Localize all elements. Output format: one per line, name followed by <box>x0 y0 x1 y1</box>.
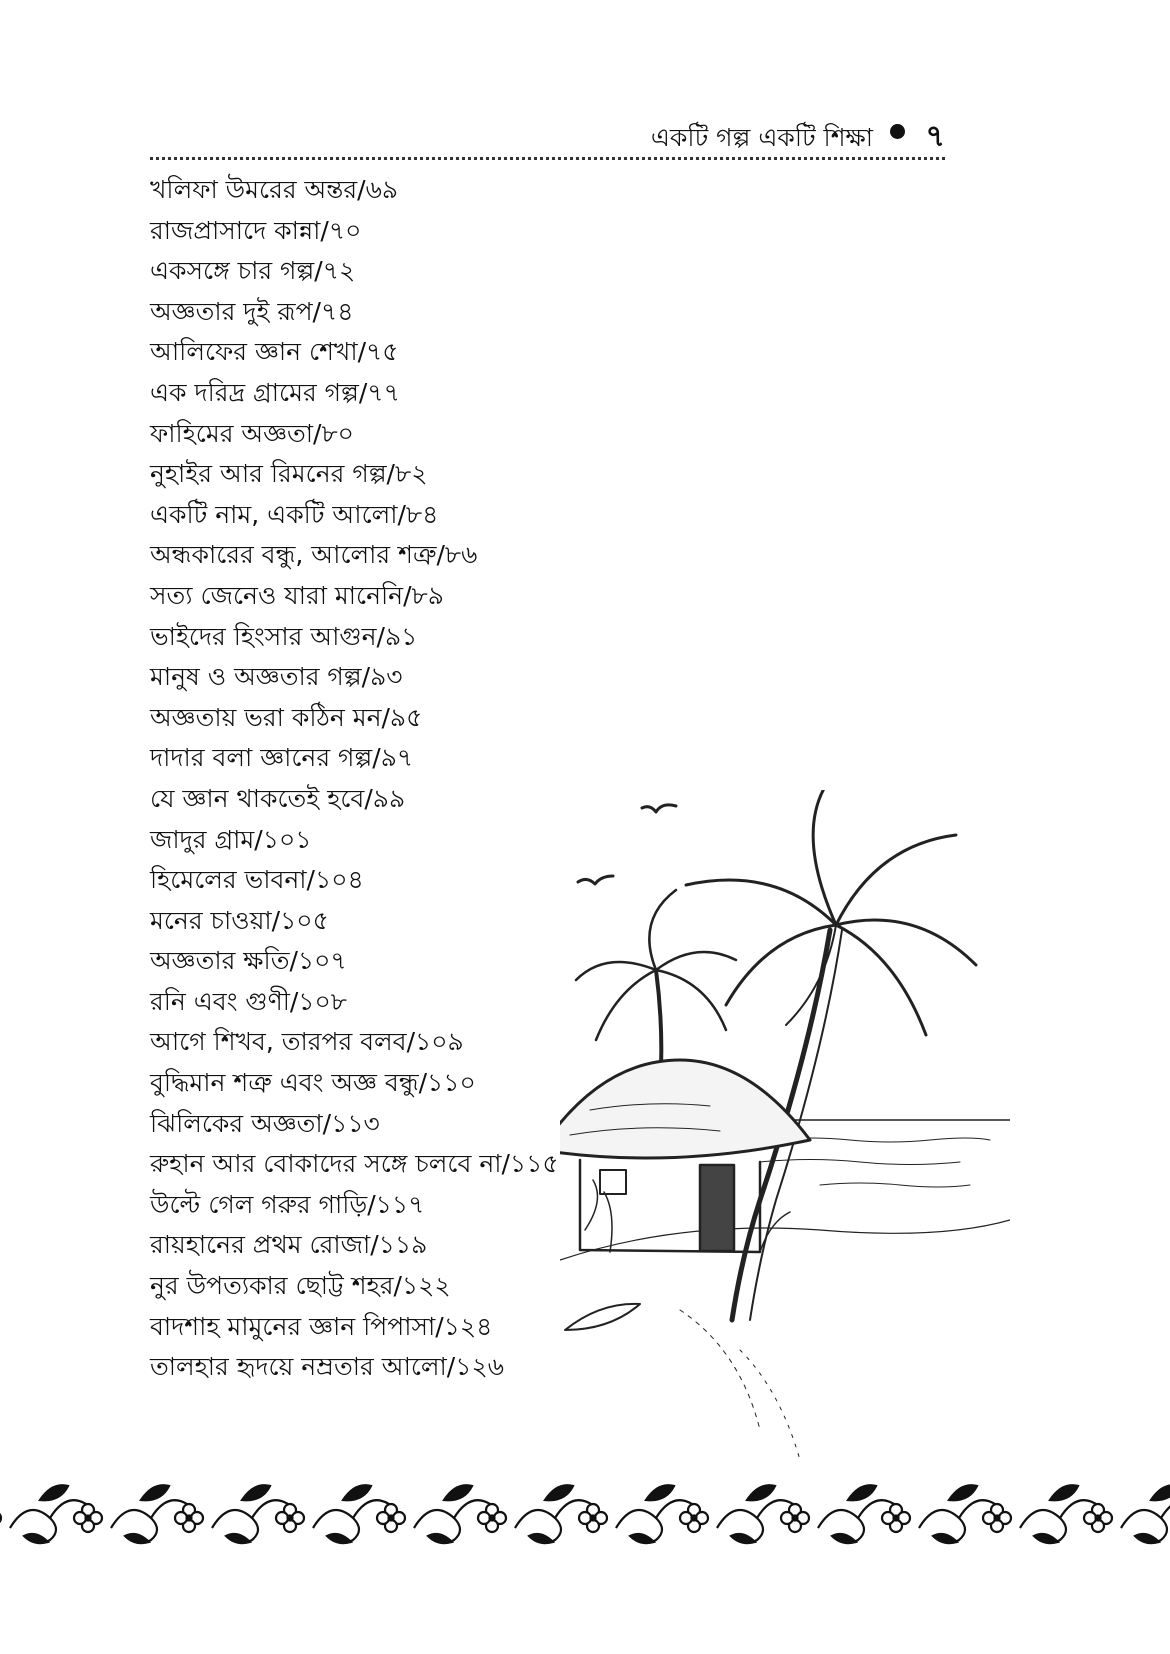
toc-entry: সত্য জেনেও যারা মানেনি/৮৯ <box>150 580 444 610</box>
toc-entry: উল্টে গেল গরুর গাড়ি/১১৭ <box>150 1189 425 1219</box>
toc-entry: খলিফা উমরের অন্তর/৬৯ <box>150 175 399 204</box>
toc-entry: আগে শিখব, তারপর বলব/১০৯ <box>150 1027 464 1057</box>
toc-entry: ভাইদের হিংসার আগুন/৯১ <box>150 621 418 651</box>
floral-motif-icon <box>0 1485 1 1543</box>
boat-icon <box>565 1304 640 1330</box>
beach-hut-palm-illustration <box>560 790 1010 1470</box>
toc-entry: রুহান আর বোকাদের সঙ্গে চলবে না/১১৫ <box>150 1149 559 1179</box>
dotted-header-rule <box>150 157 945 160</box>
toc-entry: অজ্ঞতার দুই রূপ/৭৪ <box>150 296 354 326</box>
floral-motif-icon <box>717 1485 809 1543</box>
toc-entry: রনি এবং গুণী/১০৮ <box>150 986 347 1016</box>
toc-entry: নুর উপত্যকার ছোট্ট শহর/১২২ <box>150 1271 451 1301</box>
floral-motif-icon <box>818 1485 910 1543</box>
toc-entry: একটি নাম, একটি আলো/৮৪ <box>150 499 439 529</box>
floral-motif-icon <box>616 1485 708 1543</box>
toc-entry: বাদশাহ মামুনের জ্ঞান পিপাসা/১২৪ <box>150 1311 493 1341</box>
bird-icon <box>642 805 676 812</box>
book-title: একটি গল্প একটি শিক্ষা <box>650 123 873 152</box>
floral-motif-icon <box>10 1485 102 1543</box>
toc-entry: মানুষ ও অজ্ঞতার গল্প/৯৩ <box>150 662 403 692</box>
toc-entry: মনের চাওয়া/১০৫ <box>150 905 329 935</box>
toc-entry: এক দরিদ্র গ্রামের গল্প/৭৭ <box>150 377 400 407</box>
bullet-dot-icon <box>890 124 905 139</box>
toc-entry: একসঙ্গে চার গল্প/৭২ <box>150 256 356 286</box>
toc-entry: রায়হানের প্রথম রোজা/১১৯ <box>150 1230 428 1260</box>
toc-entry: যে জ্ঞান থাকতেই হবে/৯৯ <box>150 783 406 813</box>
toc-entry: বুদ্ধিমান শত্রু এবং অজ্ঞ বন্ধু/১১০ <box>150 1068 476 1098</box>
toc-entry: অন্ধকারের বন্ধু, আলোর শত্রু/৮৬ <box>150 540 478 570</box>
toc-entry: অজ্ঞতার ক্ষতি/১০৭ <box>150 946 347 976</box>
toc-entry: তালহার হৃদয়ে নম্রতার আলো/১২৬ <box>150 1352 504 1382</box>
bird-icon <box>578 876 613 884</box>
page-number: ৭ <box>925 119 945 154</box>
toc-entry: দাদার বলা জ্ঞানের গল্প/৯৭ <box>150 743 414 773</box>
toc-entry: নুহাইর আর রিমনের গল্প/৮২ <box>150 459 428 489</box>
floral-motif-icon <box>111 1485 203 1543</box>
toc-entry: ফাহিমের অজ্ঞতা/৮০ <box>150 418 354 448</box>
toc-entry: অজ্ঞতায় ভরা কঠিন মন/৯৫ <box>150 702 423 732</box>
toc-entry: রাজপ্রাসাদে কান্না/৭০ <box>150 215 362 245</box>
floral-motif-icon <box>212 1485 304 1543</box>
floral-motif-icon <box>313 1485 405 1543</box>
table-of-contents <box>150 170 559 1388</box>
toc-entry: ঝিলিকের অজ্ঞতা/১১৩ <box>150 1108 380 1138</box>
toc-entry: আলিফের জ্ঞান শেখা/৭৫ <box>150 337 399 367</box>
hut-door <box>700 1165 734 1251</box>
hut-window <box>600 1170 626 1194</box>
floral-motif-icon <box>1020 1485 1112 1543</box>
floral-motif-icon <box>414 1485 506 1543</box>
running-header <box>150 112 945 156</box>
floral-motif-icon <box>515 1485 607 1543</box>
floral-motif-icon <box>1121 1485 1170 1543</box>
toc-entry: হিমেলের ভাবনা/১০৪ <box>150 865 364 895</box>
toc-entry: জাদুর গ্রাম/১০১ <box>150 824 312 854</box>
floral-motif-icon <box>919 1485 1011 1543</box>
floral-border <box>0 1480 1170 1550</box>
